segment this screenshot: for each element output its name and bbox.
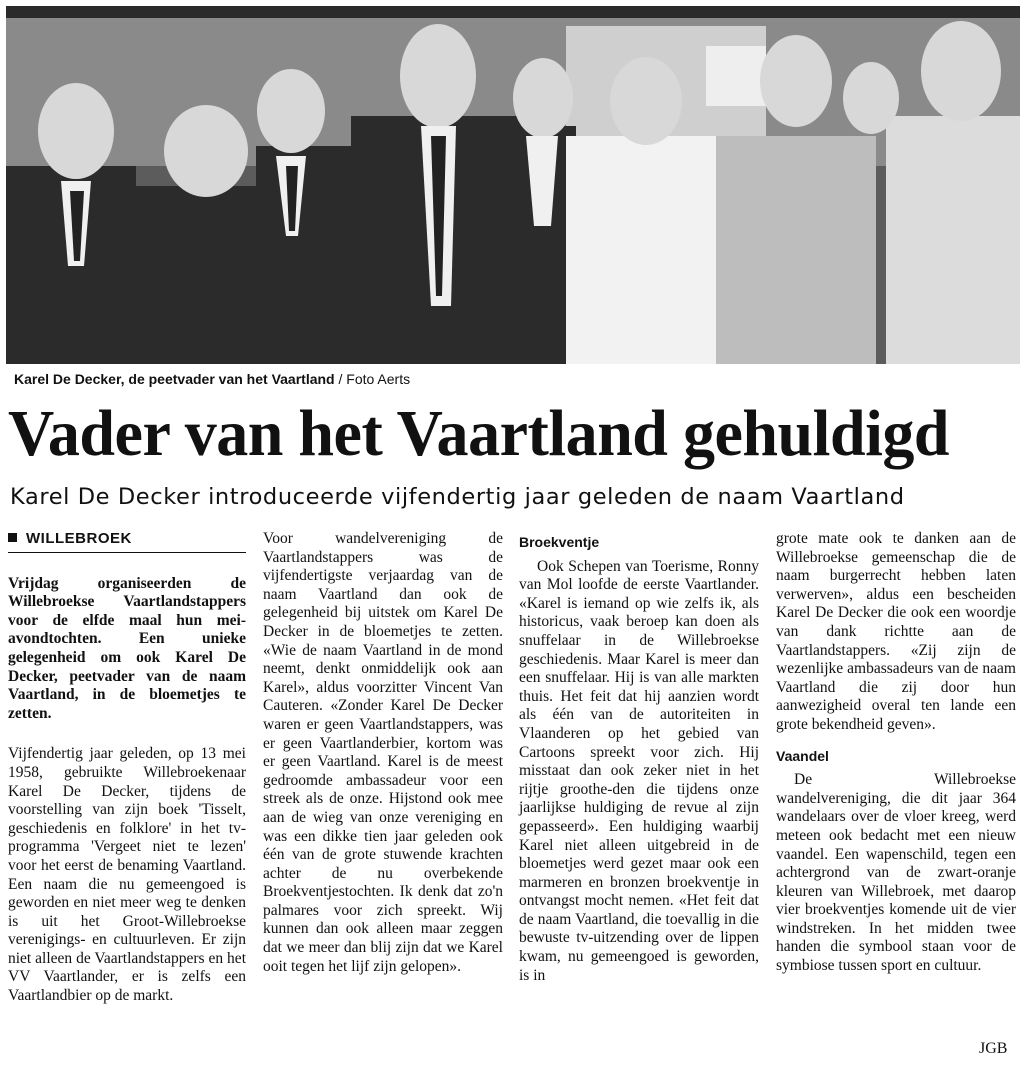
body-paragraph: Vijfendertig jaar geleden, op 13 mei 1958, gebruikte Willebroekenaar Karel De Decker, tijdens de voorstelling van zijn boek 'Tisselt, geschiedenis en folklore' in het tv-programma 'Vergeet niet te lezen' voor het eerst de benaming Vaartland. Een naam die nu gemeengoed is geworden en niet meer weg te denken is uit het Groot-Willebroekse verenigings- en cultuurleven. Er zijn niet alleen de Vaartlandstappers en het VV Vaartlander, er is zelfs een Vaartlandbier op de markt. [8,745,246,1005]
body-paragraph: grote mate ook te danken aan de Willebroekse gemeenschap die de naam burgerrecht hebben laten verwerven», aldus een bescheiden Karel De Decker die ook een woordje van dank richtte aan de Vaartlandstappers. «Zij zijn de wezenlijke ambassadeurs van de naam Vaartland die zij door hun aanwezigheid overal ten lande een grote bekendheid geven». [776,530,1016,733]
subheadline: Karel De Decker introduceerde vijfendertig jaar geleden de naam Vaartland [10,484,905,510]
article-column-1 [8,530,246,1006]
headline: Vader van het Vaartland gehuldigd [8,397,950,470]
lead-paragraph: Vrijdag organiseerden de Willebroekse Vaartlandstappers voor de elfde maal hun mei-avondtochten. Een unieke gelegenheid om ook Karel De Decker, peetvader van de naam Vaartland, in de bloemetjes te zetten. [8,574,246,722]
body-paragraph: De Willebroekse wandelvereniging, die dit jaar 364 wandelaars over de vloer kreeg, werd meteen ook bedacht met een nieuw vaandel. Een wapenschild, tegen een achtergrond van de zwart-oranje kleuren van Willebroek, met daarop vier broekventjes komende uit de vier windstreken. In het midden twee handen die symbool staan voor de symbiose tussen sport en cultuur. [776,771,1016,975]
author-signature: JGB [979,1040,1008,1057]
dateline-text: WILLEBROEK [26,530,132,547]
photo-caption [14,371,410,387]
section-heading-vaandel: Vaandel [776,747,829,764]
group-photo [6,6,1020,364]
section-heading-broekventje: Broekventje [519,534,600,550]
group-photo-illustration [6,6,1020,364]
article-column-3 [519,530,759,985]
dateline [8,530,246,553]
body-paragraph: Voor wandelvereniging de Vaartlandstappers was de vijfendertigste verjaardag van de naam Vaartland dan ook de gelegenheid bij uitstek om Karel De Decker in de bloemetjes te zetten. «Wie de naam Vaartland in de mond neemt, denkt onmiddelijk ook aan Karel», aldus voorzitter Vincent Van Cauteren. «Zonder Karel De Decker waren er geen Vaartlandstappers, was er geen Vaartlanderbier, kortom was er geen Vaartland. Karel is de meest gedroomde ambassadeur voor een streek als de onze. Hijstond ook mee aan de wieg van onze vereniging en was een dikke tien jaar geleden ook één van de grote stuwende krachten achter de nu overbekende Broekventjestochten. Ik denk dat zo'n palmares voor zich spreekt. Wij kunnen dan ook alleen maar zeggen dat we meer dan blij zijn dat we Karel ooit tegen het lijf zijn gelopen». [263,530,503,975]
square-bullet-icon [8,533,17,542]
article-column-4 [776,530,1016,976]
article-column-2 [263,530,503,976]
body-paragraph: Ook Schepen van Toerisme, Ronny van Mol loofde de eerste Vaartlander. «Karel is iemand op wie zelfs ik, als historicus, vaak beroep kan doen als snuffelaar in de Willebroekse geschiedenis. Maar Karel is meer dan een snuffelaar. Hij is van alle markten thuis. Het feit dat hij aanzien wordt als één van de autoriteiten in Vlaanderen op het gebied van Cartoons spreekt voor zich. Hij misstaat dan ook zeker niet in het rijtje groothe-den die tijdens onze jaarlijkse huldiging de revue al zijn gepasseerd». Een huldiging waarbij Karel niet alleen uitgebreid in de bloemetjes werd gezet maar ook een marmeren en bronzen broekventje in ontvangst mocht nemen. «Het feit dat de naam Vaartland, die toevallig in die bewuste tv-uitzending over de lippen kwam, nu gemeengoed is geworden, is in [519,557,759,984]
photo-caption-text: Karel De Decker, de peetvader van het Vaartland [14,371,335,387]
photo-credit: / Foto Aerts [334,371,411,387]
